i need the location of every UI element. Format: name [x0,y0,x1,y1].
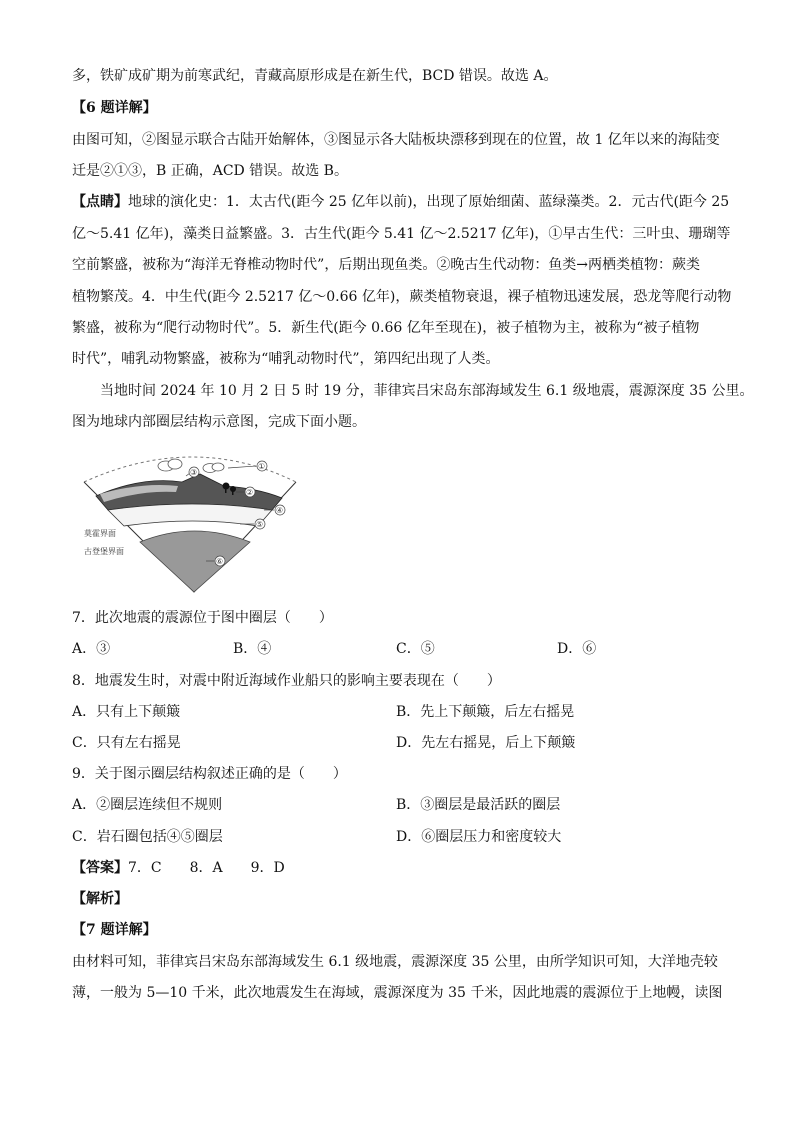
q8-option-d: D．先左右摇晃，后上下颠簸 [396,735,576,751]
q9-option-d: D．⑥圈层压力和密度较大 [396,829,562,845]
text-line: 植物繁茂。4．中生代(距今 2.5217 亿～0.66 亿年)，蕨类植物衰退，裸子植物迅速发展，恐龙等爬行动物 [72,289,732,305]
core-region [140,531,250,592]
cloud-icon [158,459,182,471]
moho-label: 莫霍界面 [84,529,116,538]
label-1: ① [258,462,266,471]
text-line: 薄，一般为 5—10 千米，此次地震发生在海域，震源深度为 35 千米，因此地震的震源位于上地幔，读图 [72,985,723,1001]
q9-option-c: C．岩石圈包括④⑤圈层 [72,829,223,845]
label-4: ④ [276,506,284,515]
earth-layers-diagram [82,446,302,594]
q7-option-d: D．⑥ [557,641,597,657]
q8-option-a: A．只有上下颠簸 [72,704,181,720]
label-3: ③ [190,468,198,477]
text-line: 图为地球内部圈层结构示意图，完成下面小题。 [72,414,366,430]
q9-option-a: A．②圈层连续但不规则 [72,797,223,813]
text-line: 由图可知，②图显示联合古陆开始解体，③图显示各大陆板块漂移到现在的位置，故 1 亿年以来的海陆变 [72,132,720,148]
text-line: 由材料可知，菲律宾吕宋岛东部海域发生 6.1 级地震，震源深度 35 公里，由所学知识可知，大洋地壳较 [72,954,718,970]
text-line: 空前繁盛，被称为“海洋无脊椎动物时代”，后期出现鱼类。②晚古生代动物：鱼类→两栖类植物：蕨类 [72,257,701,273]
text-line: 亿～5.41 亿年)，藻类日益繁盛。3．古生代(距今 5.41 亿～2.5217 亿年)，①早古生代：三叶虫、珊瑚等 [72,226,731,242]
section-heading-7: 【7 题详解】 [72,922,157,938]
text-line: 地球的演化史：1．太古代(距今 25 亿年以前)，出现了原始细菌、蓝绿藻类。2．元古代(距今 25 [128,194,730,210]
text-line: 时代”，哺乳动物繁盛，被称为“哺乳动物时代”，第四纪出现了人类。 [72,351,500,367]
gutenberg-label: 古登堡界面 [84,547,124,556]
analysis-heading: 【解析】 [72,891,128,907]
note-tag: 【点睛】 [72,194,128,210]
label-6: ⑥ [216,557,224,566]
note-paragraph [72,193,729,211]
text-line: 繁盛，被称为“爬行动物时代”。5．新生代(距今 0.66 亿年至现在)，被子植物为主，被称为“被子植物 [72,320,700,336]
question-8-stem: 8．地震发生时，对震中附近海域作业船只的影响主要表现在（ ） [72,673,501,689]
upper-mantle-band [108,504,272,526]
q7-option-a: A．③ [72,641,111,657]
label-2: ② [246,488,254,497]
section-heading-6: 【6 题详解】 [72,100,157,116]
q7-option-c: C．⑤ [396,641,435,657]
answer-text: 7．C 8．A 9．D [128,860,285,876]
question-7-stem: 7．此次地震的震源位于图中圈层（ ） [72,610,333,626]
q8-option-c: C．只有左右摇晃 [72,735,181,751]
answer-tag: 【答案】 [72,860,128,876]
q8-option-b: B．先上下颠簸，后左右摇晃 [396,704,575,720]
text-line: 迁是②①③，B 正确，ACD 错误。故选 B。 [72,163,348,179]
question-9-stem: 9．关于图示圈层结构叙述正确的是（ ） [72,766,347,782]
text-line: 多，铁矿成矿期为前寒武纪，青藏高原形成是在新生代，BCD 错误。故选 A。 [72,68,558,84]
q7-option-b: B．④ [233,641,272,657]
answer-line [72,859,285,877]
label-5: ⑤ [256,520,264,529]
text-line: 当地时间 2024 年 10 月 2 日 5 时 19 分，菲律宾吕宋岛东部海域发生 6.1 级地震，震源深度 35 公里。 [100,383,754,399]
cloud-icon [203,463,224,473]
q9-option-b: B．③圈层是最活跃的圈层 [396,797,561,813]
